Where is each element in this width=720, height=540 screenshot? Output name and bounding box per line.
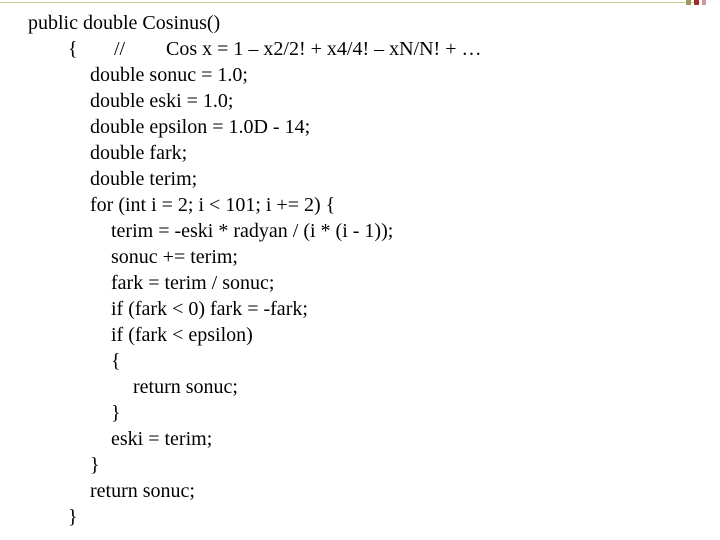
top-rule: [0, 2, 700, 3]
code-line: public double Cosinus(): [28, 12, 221, 34]
code-line: {: [68, 38, 78, 60]
code-line: return sonuc;: [133, 376, 238, 398]
code-line: double epsilon = 1.0D - 14;: [90, 116, 311, 138]
code-line: sonuc += terim;: [111, 246, 238, 268]
code-line: fark = terim / sonuc;: [111, 272, 275, 294]
code-line: }: [90, 454, 100, 476]
code-line: double fark;: [90, 142, 188, 164]
code-line: double eski = 1.0;: [90, 90, 234, 112]
code-line: for (int i = 2; i < 101; i += 2) {: [90, 194, 336, 216]
code-line: double sonuc = 1.0;: [90, 64, 248, 86]
decor-square: [702, 0, 706, 5]
code-line: }: [68, 506, 78, 528]
decor-square: [694, 0, 699, 5]
code-line: return sonuc;: [90, 480, 195, 502]
code-line: }: [111, 402, 121, 424]
code-comment-marker: //: [114, 38, 126, 60]
decor-square: [686, 0, 691, 5]
code-line: double terim;: [90, 168, 198, 190]
slide-top-decoration: [0, 0, 720, 6]
code-line: if (fark < epsilon): [111, 324, 253, 346]
code-line: terim = -eski * radyan / (i * (i - 1));: [111, 220, 394, 242]
code-line: if (fark < 0) fark = -fark;: [111, 298, 308, 320]
code-comment-text: Cos x = 1 – x2/2! + x4/4! – xN/N! + …: [166, 38, 482, 60]
code-line: eski = terim;: [111, 428, 213, 450]
code-line: {: [111, 350, 121, 372]
